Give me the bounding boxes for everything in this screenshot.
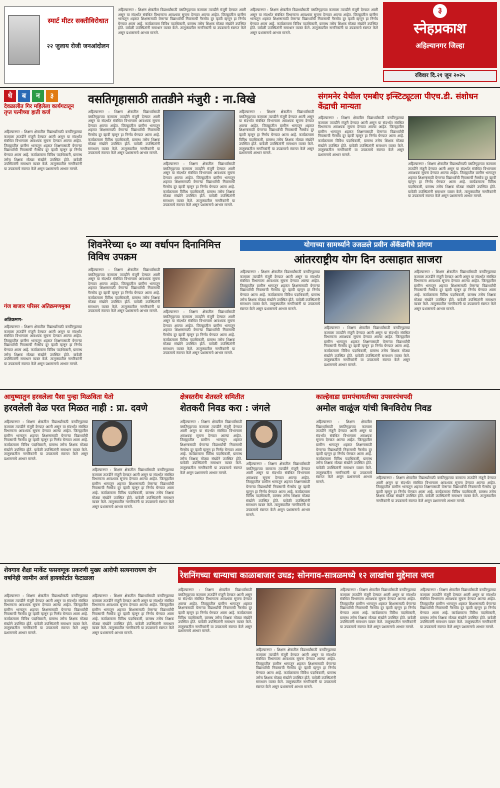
strip-letter: धे [4, 90, 16, 102]
left-heading-2: गंज बाजार परिसर अतिक्रमणमुक्त [4, 304, 71, 310]
yoga-kicker: योगाच्या सामर्थ्याने उजळले प्रवीन ॲकॅडमीचे प्रांगण [240, 240, 496, 251]
logo-title: स्नेहप्रकाश [413, 21, 467, 37]
news-photo-yoga [324, 270, 410, 324]
headline-amol: अमोल वाळूंज यांची बिनविरोध निवड [316, 404, 432, 414]
news-photo-shivneri [163, 268, 235, 308]
logo-tagline: अहिल्यानगर जिल्हा [415, 42, 465, 50]
meter-image [8, 15, 40, 65]
page-number: ३ [433, 4, 447, 18]
halli-article-col1: अहिल्यानगर : शिक्षण क्षेत्रातील विद्यार्थ्यांसाठी वसतिगृहाच्या कामाला तातडीने मंजुरी देण्यात आली असून या संदर्भात संबंधित विभागाला आवश्यक सूचना देण्यात आल्या आहेत. जिल्ह्यातील ग्रामीण भागातून शहरात शिक्षणासाठी येणाऱ्या विद्यार्थ्यांची निवासाची गैरसोय दूर व्हावी म्हणून हा निर्णय घेण्यात आला आहे. कार्यक्रमाला विविध पदाधिकारी, ग्रामस्थ तसेच शिक्षक मोठ्या संख्येने उपस्थित होते. यावेळी उपस्थितांनी समाधान व्यक्त केले. तालुक्यातील नागरिकांनी या उपक्रमाचे स्वागत केले असून प्रशासनाचे आभार मानले. [4, 420, 88, 461]
main-article-col2: अहिल्यानगर : शिक्षण क्षेत्रातील विद्यार्थ्यांसाठी वसतिगृहाच्या कामाला तातडीने मंजुरी देण्यात आली असून या संदर्भात संबंधित विभागाला आवश्यक सूचना देण्यात आल्या आहेत. जिल्ह्यातील ग्रामीण भागातून शहरात शिक्षणासाठी येणाऱ्या विद्यार्थ्यांची निवासाची गैरसोय दूर व्हावी म्हणून हा निर्णय घेण्यात आला आहे. कार्यक्रमाला विविध पदाधिकारी, ग्रामस्थ तसेच शिक्षक मोठ्या संख्येने उपस्थित होते. यावेळी उपस्थितांनी समाधान व्यक्त केले. तालुक्यातील नागरिकांनी या उपक्रमाचे स्वागत केले असून प्रशासनाचे आभार मानले. [163, 162, 235, 208]
left-heading-3: अतिक्रमण- [4, 318, 23, 323]
date-line: रविवार दि.२१ जून २०२५ [383, 70, 497, 82]
yoga-article-col2: अहिल्यानगर : शिक्षण क्षेत्रातील विद्यार्थ्यांसाठी वसतिगृहाच्या कामाला तातडीने मंजुरी देण्यात आली असून या संदर्भात संबंधित विभागाला आवश्यक सूचना देण्यात आल्या आहेत. जिल्ह्यातील ग्रामीण भागातून शहरात शिक्षणासाठी येणाऱ्या विद्यार्थ्यांची निवासाची गैरसोय दूर व्हावी म्हणून हा निर्णय घेण्यात आला आहे. कार्यक्रमाला विविध पदाधिकारी, ग्रामस्थ तसेच शिक्षक मोठ्या संख्येने उपस्थित होते. यावेळी उपस्थितांनी समाधान व्यक्त केले. तालुक्यातील नागरिकांनी या उपक्रमाचे स्वागत केले असून प्रशासनाचे आभार मानले. [324, 326, 410, 367]
bottom-left-col1: अहिल्यानगर : शिक्षण क्षेत्रातील विद्यार्थ्यांसाठी वसतिगृहाच्या कामाला तातडीने मंजुरी देण्यात आली असून या संदर्भात संबंधित विभागाला आवश्यक सूचना देण्यात आल्या आहेत. जिल्ह्यातील ग्रामीण भागातून शहरात शिक्षणासाठी येणाऱ्या विद्यार्थ्यांची निवासाची गैरसोय दूर व्हावी म्हणून हा निर्णय घेण्यात आला आहे. कार्यक्रमाला विविध पदाधिकारी, ग्रामस्थ तसेच शिक्षक मोठ्या संख्येने उपस्थित होते. यावेळी उपस्थितांनी समाधान व्यक्त केले. तालुक्यातील नागरिकांनी या उपक्रमाचे स्वागत केले असून प्रशासनाचे आभार मानले. [4, 594, 88, 635]
main-article-col1: अहिल्यानगर : शिक्षण क्षेत्रातील विद्यार्थ्यांसाठी वसतिगृहाच्या कामाला तातडीने मंजुरी देण्यात आली असून या संदर्भात संबंधित विभागाला आवश्यक सूचना देण्यात आल्या आहेत. जिल्ह्यातील ग्रामीण भागातून शहरात शिक्षणासाठी येणाऱ्या विद्यार्थ्यांची निवासाची गैरसोय दूर व्हावी म्हणून हा निर्णय घेण्यात आला आहे. कार्यक्रमाला विविध पदाधिकारी, ग्रामस्थ तसेच शिक्षक मोठ्या संख्येने उपस्थित होते. यावेळी उपस्थितांनी समाधान व्यक्त केले. तालुक्यातील नागरिकांनी या उपक्रमाचे स्वागत केले असून प्रशासनाचे आभार मानले. [88, 110, 160, 156]
halli-kicker: आयुष्यातुन हरवलेला पैसा पुन्हा मिळविता येतो [4, 393, 114, 401]
bottom-article-col4: अहिल्यानगर : शिक्षण क्षेत्रातील विद्यार्थ्यांसाठी वसतिगृहाच्या कामाला तातडीने मंजुरी देण्यात आली असून या संदर्भात संबंधित विभागाला आवश्यक सूचना देण्यात आल्या आहेत. जिल्ह्यातील ग्रामीण भागातून शहरात शिक्षणासाठी येणाऱ्या विद्यार्थ्यांची निवासाची गैरसोय दूर व्हावी म्हणून हा निर्णय घेण्यात आला आहे. कार्यक्रमाला विविध पदाधिकारी, ग्रामस्थ तसेच शिक्षक मोठ्या संख्येने उपस्थित होते. यावेळी उपस्थितांनी समाधान व्यक्त केले. तालुक्यातील नागरिकांनी या उपक्रमाचे स्वागत केले असून प्रशासनाचे आभार मानले. [420, 588, 496, 629]
halli-article-col2: अहिल्यानगर : शिक्षण क्षेत्रातील विद्यार्थ्यांसाठी वसतिगृहाच्या कामाला तातडीने मंजुरी देण्यात आली असून या संदर्भात संबंधित विभागाला आवश्यक सूचना देण्यात आल्या आहेत. जिल्ह्यातील ग्रामीण भागातून शहरात शिक्षणासाठी येणाऱ्या विद्यार्थ्यांची निवासाची गैरसोय दूर व्हावी म्हणून हा निर्णय घेण्यात आला आहे. कार्यक्रमाला विविध पदाधिकारी, ग्रामस्थ तसेच शिक्षक मोठ्या संख्येने उपस्थित होते. यावेळी उपस्थितांनी समाधान व्यक्त केले. तालुक्यातील नागरिकांनी या उपक्रमाचे स्वागत केले असून प्रशासनाचे आभार मानले. [92, 468, 174, 509]
yoga-article-col3: अहिल्यानगर : शिक्षण क्षेत्रातील विद्यार्थ्यांसाठी वसतिगृहाच्या कामाला तातडीने मंजुरी देण्यात आली असून या संदर्भात संबंधित विभागाला आवश्यक सूचना देण्यात आल्या आहेत. जिल्ह्यातील ग्रामीण भागातून शहरात शिक्षणासाठी येणाऱ्या विद्यार्थ्यांची निवासाची गैरसोय दूर व्हावी म्हणून हा निर्णय घेण्यात आला आहे. कार्यक्रमाला विविध पदाधिकारी, ग्रामस्थ तसेच शिक्षक मोठ्या संख्येने उपस्थित होते. यावेळी उपस्थितांनी समाधान व्यक्त केले. तालुक्यातील नागरिकांनी या उपक्रमाचे स्वागत केले असून प्रशासनाचे आभार मानले. [414, 270, 496, 311]
yoga-article-col1: अहिल्यानगर : शिक्षण क्षेत्रातील विद्यार्थ्यांसाठी वसतिगृहाच्या कामाला तातडीने मंजुरी देण्यात आली असून या संदर्भात संबंधित विभागाला आवश्यक सूचना देण्यात आल्या आहेत. जिल्ह्यातील ग्रामीण भागातून शहरात शिक्षणासाठी येणाऱ्या विद्यार्थ्यांची निवासाची गैरसोय दूर व्हावी म्हणून हा निर्णय घेण्यात आला आहे. कार्यक्रमाला विविध पदाधिकारी, ग्रामस्थ तसेच शिक्षक मोठ्या संख्येने उपस्थित होते. यावेळी उपस्थितांनी समाधान व्यक्त केले. तालुक्यातील नागरिकांनी या उपक्रमाचे स्वागत केले असून प्रशासनाचे आभार मानले. [240, 270, 320, 311]
section-strip [4, 90, 84, 102]
left-article-1: अहिल्यानगर : शिक्षण क्षेत्रातील विद्यार्थ्यांसाठी वसतिगृहाच्या कामाला तातडीने मंजुरी देण्यात आली असून या संदर्भात संबंधित विभागाला आवश्यक सूचना देण्यात आल्या आहेत. जिल्ह्यातील ग्रामीण भागातून शहरात शिक्षणासाठी येणाऱ्या विद्यार्थ्यांची निवासाची गैरसोय दूर व्हावी म्हणून हा निर्णय घेण्यात आला आहे. कार्यक्रमाला विविध पदाधिकारी, ग्रामस्थ तसेच शिक्षक मोठ्या संख्येने उपस्थित होते. यावेळी उपस्थितांनी समाधान व्यक्त केले. तालुक्यातील नागरिकांनी या उपक्रमाचे स्वागत केले असून प्रशासनाचे आभार मानले. [4, 130, 82, 171]
masthead [383, 2, 497, 68]
main-article-col3: अहिल्यानगर : शिक्षण क्षेत्रातील विद्यार्थ्यांसाठी वसतिगृहाच्या कामाला तातडीने मंजुरी देण्यात आली असून या संदर्भात संबंधित विभागाला आवश्यक सूचना देण्यात आल्या आहेत. जिल्ह्यातील ग्रामीण भागातून शहरात शिक्षणासाठी येणाऱ्या विद्यार्थ्यांची निवासाची गैरसोय दूर व्हावी म्हणून हा निर्णय घेण्यात आला आहे. कार्यक्रमाला विविध पदाधिकारी, ग्रामस्थ तसेच शिक्षक मोठ्या संख्येने उपस्थित होते. यावेळी उपस्थितांनी समाधान व्यक्त केले. तालुक्यातील नागरिकांनी या उपक्रमाचे स्वागत केले असून प्रशासनाचे आभार मानले. [239, 110, 314, 156]
left-heading-1: देवळालीत गिर महिलेला कार्यगटातून तृप्त पत्नीच्या हाती कर्ज [4, 104, 74, 117]
smart-meter-ad [4, 6, 114, 84]
divider [0, 563, 500, 564]
top-article-left: अहिल्यानगर : शिक्षण क्षेत्रातील विद्यार्थ्यांसाठी वसतिगृहाच्या कामाला तातडीने मंजुरी देण्यात आली असून या संदर्भात संबंधित विभागाला आवश्यक सूचना देण्यात आल्या आहेत. जिल्ह्यातील ग्रामीण भागातून शहरात शिक्षणासाठी येणाऱ्या विद्यार्थ्यांची निवासाची गैरसोय दूर व्हावी म्हणून हा निर्णय घेण्यात आला आहे. कार्यक्रमाला विविध पदाधिकारी, ग्रामस्थ तसेच शिक्षक मोठ्या संख्येने उपस्थित होते. यावेळी उपस्थितांनी समाधान व्यक्त केले. तालुक्यातील नागरिकांनी या उपक्रमाचे स्वागत केले असून प्रशासनाचे आभार मानले. [118, 8, 246, 35]
bottom-article-col3: अहिल्यानगर : शिक्षण क्षेत्रातील विद्यार्थ्यांसाठी वसतिगृहाच्या कामाला तातडीने मंजुरी देण्यात आली असून या संदर्भात संबंधित विभागाला आवश्यक सूचना देण्यात आल्या आहेत. जिल्ह्यातील ग्रामीण भागातून शहरात शिक्षणासाठी येणाऱ्या विद्यार्थ्यांची निवासाची गैरसोय दूर व्हावी म्हणून हा निर्णय घेण्यात आला आहे. कार्यक्रमाला विविध पदाधिकारी, ग्रामस्थ तसेच शिक्षक मोठ्या संख्येने उपस्थित होते. यावेळी उपस्थितांनी समाधान व्यक्त केले. तालुक्यातील नागरिकांनी या उपक्रमाचे स्वागत केले असून प्रशासनाचे आभार मानले. [340, 588, 416, 629]
headline-right: संगमनेर येथील एमबीए इन्स्टिट्यूटला पीएच.डी. संशोधन केंद्राची मान्यता [318, 92, 478, 111]
amol-article-col1: अहिल्यानगर : शिक्षण क्षेत्रातील विद्यार्थ्यांसाठी वसतिगृहाच्या कामाला तातडीने मंजुरी देण्यात आली असून या संदर्भात संबंधित विभागाला आवश्यक सूचना देण्यात आल्या आहेत. जिल्ह्यातील ग्रामीण भागातून शहरात शिक्षणासाठी येणाऱ्या विद्यार्थ्यांची निवासाची गैरसोय दूर व्हावी म्हणून हा निर्णय घेण्यात आला आहे. कार्यक्रमाला विविध पदाधिकारी, ग्रामस्थ तसेच शिक्षक मोठ्या संख्येने उपस्थित होते. यावेळी उपस्थितांनी समाधान व्यक्त केले. तालुक्यातील नागरिकांनी या उपक्रमाचे स्वागत केले असून प्रशासनाचे आभार मानले. [316, 420, 372, 484]
nivad-kicker: क्षेत्रस्तरीय शेतस्तरे समितीत [180, 393, 245, 401]
nivad-article-col1: अहिल्यानगर : शिक्षण क्षेत्रातील विद्यार्थ्यांसाठी वसतिगृहाच्या कामाला तातडीने मंजुरी देण्यात आली असून या संदर्भात संबंधित विभागाला आवश्यक सूचना देण्यात आल्या आहेत. जिल्ह्यातील ग्रामीण भागातून शहरात शिक्षणासाठी येणाऱ्या विद्यार्थ्यांची निवासाची गैरसोय दूर व्हावी म्हणून हा निर्णय घेण्यात आला आहे. कार्यक्रमाला विविध पदाधिकारी, ग्रामस्थ तसेच शिक्षक मोठ्या संख्येने उपस्थित होते. यावेळी उपस्थितांनी समाधान व्यक्त केले. तालुक्यातील नागरिकांनी या उपक्रमाचे स्वागत केले असून प्रशासनाचे आभार मानले. [180, 420, 242, 475]
headline-nivad: शेतकरी निवड करा : जंगले [180, 403, 271, 414]
headline-shivneri: शिवनेरेच्या ६० व्या वर्धापन दिनानिमित्त विविध उपक्रम [88, 240, 221, 263]
amol-kicker: काल्हेवाडा ग्रामपंचायतीच्या उपसरपंचपदी [316, 393, 413, 401]
nivad-article-col2: अहिल्यानगर : शिक्षण क्षेत्रातील विद्यार्थ्यांसाठी वसतिगृहाच्या कामाला तातडीने मंजुरी देण्यात आली असून या संदर्भात संबंधित विभागाला आवश्यक सूचना देण्यात आल्या आहेत. जिल्ह्यातील ग्रामीण भागातून शहरात शिक्षणासाठी येणाऱ्या विद्यार्थ्यांची निवासाची गैरसोय दूर व्हावी म्हणून हा निर्णय घेण्यात आला आहे. कार्यक्रमाला विविध पदाधिकारी, ग्रामस्थ तसेच शिक्षक मोठ्या संख्येने उपस्थित होते. यावेळी उपस्थितांनी समाधान व्यक्त केले. तालुक्यातील नागरिकांनी या उपक्रमाचे स्वागत केले असून प्रशासनाचे आभार मानले. [246, 462, 310, 517]
headline-main: वसतिगृहासाठी तातडीने मंजुरी : ना.विखे [88, 92, 256, 106]
strip-letter: ब [18, 90, 30, 102]
right-article-col1: अहिल्यानगर : शिक्षण क्षेत्रातील विद्यार्थ्यांसाठी वसतिगृहाच्या कामाला तातडीने मंजुरी देण्यात आली असून या संदर्भात संबंधित विभागाला आवश्यक सूचना देण्यात आल्या आहेत. जिल्ह्यातील ग्रामीण भागातून शहरात शिक्षणासाठी येणाऱ्या विद्यार्थ्यांची निवासाची गैरसोय दूर व्हावी म्हणून हा निर्णय घेण्यात आला आहे. कार्यक्रमाला विविध पदाधिकारी, ग्रामस्थ तसेच शिक्षक मोठ्या संख्येने उपस्थित होते. यावेळी उपस्थितांनी समाधान व्यक्त केले. तालुक्यातील नागरिकांनी या उपक्रमाचे स्वागत केले असून प्रशासनाचे आभार मानले. [318, 116, 404, 157]
shivneri-article-col2: अहिल्यानगर : शिक्षण क्षेत्रातील विद्यार्थ्यांसाठी वसतिगृहाच्या कामाला तातडीने मंजुरी देण्यात आली असून या संदर्भात संबंधित विभागाला आवश्यक सूचना देण्यात आल्या आहेत. जिल्ह्यातील ग्रामीण भागातून शहरात शिक्षणासाठी येणाऱ्या विद्यार्थ्यांची निवासाची गैरसोय दूर व्हावी म्हणून हा निर्णय घेण्यात आला आहे. कार्यक्रमाला विविध पदाधिकारी, ग्रामस्थ तसेच शिक्षक मोठ्या संख्येने उपस्थित होते. यावेळी उपस्थितांनी समाधान व्यक्त केले. तालुक्यातील नागरिकांनी या उपक्रमाचे स्वागत केले असून प्रशासनाचे आभार मानले. [163, 310, 235, 356]
left-article-2: अहिल्यानगर : शिक्षण क्षेत्रातील विद्यार्थ्यांसाठी वसतिगृहाच्या कामाला तातडीने मंजुरी देण्यात आली असून या संदर्भात संबंधित विभागाला आवश्यक सूचना देण्यात आल्या आहेत. जिल्ह्यातील ग्रामीण भागातून शहरात शिक्षणासाठी येणाऱ्या विद्यार्थ्यांची निवासाची गैरसोय दूर व्हावी म्हणून हा निर्णय घेण्यात आला आहे. कार्यक्रमाला विविध पदाधिकारी, ग्रामस्थ तसेच शिक्षक मोठ्या संख्येने उपस्थित होते. यावेळी उपस्थितांनी समाधान व्यक्त केले. तालुक्यातील नागरिकांनी या उपक्रमाचे स्वागत केले असून प्रशासनाचे आभार मानले. [4, 325, 82, 366]
amol-article-col2: अहिल्यानगर : शिक्षण क्षेत्रातील विद्यार्थ्यांसाठी वसतिगृहाच्या कामाला तातडीने मंजुरी देण्यात आली असून या संदर्भात संबंधित विभागाला आवश्यक सूचना देण्यात आल्या आहेत. जिल्ह्यातील ग्रामीण भागातून शहरात शिक्षणासाठी येणाऱ्या विद्यार्थ्यांची निवासाची गैरसोय दूर व्हावी म्हणून हा निर्णय घेण्यात आला आहे. कार्यक्रमाला विविध पदाधिकारी, ग्रामस्थ तसेच शिक्षक मोठ्या संख्येने उपस्थित होते. यावेळी उपस्थितांनी समाधान व्यक्त केले. तालुक्यातील नागरिकांनी या उपक्रमाचे स्वागत केले असून प्रशासनाचे आभार मानले. [376, 476, 496, 503]
news-photo-meeting [163, 110, 235, 160]
headline-bottom-left: शेवगाव शैक्षा मार्केट फसवणूक प्रकरणी मुख्य आरोपी सत्यनारायण दोन वर्षानेही जामीन अर्ज हायकोर्टात फेटाळला [4, 567, 157, 582]
divider [86, 236, 498, 237]
news-photo-rationing [256, 588, 336, 646]
right-article-col2: अहिल्यानगर : शिक्षण क्षेत्रातील विद्यार्थ्यांसाठी वसतिगृहाच्या कामाला तातडीने मंजुरी देण्यात आली असून या संदर्भात संबंधित विभागाला आवश्यक सूचना देण्यात आल्या आहेत. जिल्ह्यातील ग्रामीण भागातून शहरात शिक्षणासाठी येणाऱ्या विद्यार्थ्यांची निवासाची गैरसोय दूर व्हावी म्हणून हा निर्णय घेण्यात आला आहे. कार्यक्रमाला विविध पदाधिकारी, ग्रामस्थ तसेच शिक्षक मोठ्या संख्येने उपस्थित होते. यावेळी उपस्थितांनी समाधान व्यक्त केले. तालुक्यातील नागरिकांनी या उपक्रमाचे स्वागत केले असून प्रशासनाचे आभार मानले. [408, 162, 496, 199]
headline-halli: हरवलेली वेळ परत मिळत नाही : प्रा. दवणे [4, 403, 148, 414]
bottom-left-col2: अहिल्यानगर : शिक्षण क्षेत्रातील विद्यार्थ्यांसाठी वसतिगृहाच्या कामाला तातडीने मंजुरी देण्यात आली असून या संदर्भात संबंधित विभागाला आवश्यक सूचना देण्यात आल्या आहेत. जिल्ह्यातील ग्रामीण भागातून शहरात शिक्षणासाठी येणाऱ्या विद्यार्थ्यांची निवासाची गैरसोय दूर व्हावी म्हणून हा निर्णय घेण्यात आला आहे. कार्यक्रमाला विविध पदाधिकारी, ग्रामस्थ तसेच शिक्षक मोठ्या संख्येने उपस्थित होते. यावेळी उपस्थितांनी समाधान व्यक्त केले. तालुक्यातील नागरिकांनी या उपक्रमाचे स्वागत केले असून प्रशासनाचे आभार मानले. [92, 594, 174, 635]
shivneri-article-col1: अहिल्यानगर : शिक्षण क्षेत्रातील विद्यार्थ्यांसाठी वसतिगृहाच्या कामाला तातडीने मंजुरी देण्यात आली असून या संदर्भात संबंधित विभागाला आवश्यक सूचना देण्यात आल्या आहेत. जिल्ह्यातील ग्रामीण भागातून शहरात शिक्षणासाठी येणाऱ्या विद्यार्थ्यांची निवासाची गैरसोय दूर व्हावी म्हणून हा निर्णय घेण्यात आला आहे. कार्यक्रमाला विविध पदाधिकारी, ग्रामस्थ तसेच शिक्षक मोठ्या संख्येने उपस्थित होते. यावेळी उपस्थितांनी समाधान व्यक्त केले. तालुक्यातील नागरिकांनी या उपक्रमाचे स्वागत केले असून प्रशासनाचे आभार मानले. [88, 268, 160, 314]
bottom-article-col2: अहिल्यानगर : शिक्षण क्षेत्रातील विद्यार्थ्यांसाठी वसतिगृहाच्या कामाला तातडीने मंजुरी देण्यात आली असून या संदर्भात संबंधित विभागाला आवश्यक सूचना देण्यात आल्या आहेत. जिल्ह्यातील ग्रामीण भागातून शहरात शिक्षणासाठी येणाऱ्या विद्यार्थ्यांची निवासाची गैरसोय दूर व्हावी म्हणून हा निर्णय घेण्यात आला आहे. कार्यक्रमाला विविध पदाधिकारी, ग्रामस्थ तसेच शिक्षक मोठ्या संख्येने उपस्थित होते. यावेळी उपस्थितांनी समाधान व्यक्त केले. तालुक्यातील नागरिकांनी या उपक्रमाचे स्वागत केले असून प्रशासनाचे आभार मानले. [256, 648, 336, 689]
bottom-article-col1: अहिल्यानगर : शिक्षण क्षेत्रातील विद्यार्थ्यांसाठी वसतिगृहाच्या कामाला तातडीने मंजुरी देण्यात आली असून या संदर्भात संबंधित विभागाला आवश्यक सूचना देण्यात आल्या आहेत. जिल्ह्यातील ग्रामीण भागातून शहरात शिक्षणासाठी येणाऱ्या विद्यार्थ्यांची निवासाची गैरसोय दूर व्हावी म्हणून हा निर्णय घेण्यात आला आहे. कार्यक्रमाला विविध पदाधिकारी, ग्रामस्थ तसेच शिक्षक मोठ्या संख्येने उपस्थित होते. यावेळी उपस्थितांनी समाधान व्यक्त केले. तालुक्यातील नागरिकांनी या उपक्रमाचे स्वागत केले असून प्रशासनाचे आभार मानले. [178, 588, 252, 634]
headline-yoga: आंतरराष्ट्रीय योग दिन उत्साहात साजरा [294, 253, 442, 266]
headline-bottom: रेशनिंगच्या धान्याचा काळाबाजार उघड; सोनगाव-सात्रळमध्ये १२ लाखांचा मुद्देमाल जप्त [180, 570, 434, 580]
strip-letter: ३ [46, 90, 58, 102]
divider [0, 389, 500, 390]
ad-title: स्मार्ट मीटर सक्तीविरोधात [47, 17, 109, 25]
official-portrait [246, 420, 282, 460]
speaker-portrait [92, 420, 132, 466]
ad-subtitle: २२ जुलाय रोजी जनआंदोलन [46, 43, 110, 50]
divider [0, 87, 500, 88]
strip-letter: न [32, 90, 44, 102]
top-article-right: अहिल्यानगर : शिक्षण क्षेत्रातील विद्यार्थ्यांसाठी वसतिगृहाच्या कामाला तातडीने मंजुरी देण्यात आली असून या संदर्भात संबंधित विभागाला आवश्यक सूचना देण्यात आल्या आहेत. जिल्ह्यातील ग्रामीण भागातून शहरात शिक्षणासाठी येणाऱ्या विद्यार्थ्यांची निवासाची गैरसोय दूर व्हावी म्हणून हा निर्णय घेण्यात आला आहे. कार्यक्रमाला विविध पदाधिकारी, ग्रामस्थ तसेच शिक्षक मोठ्या संख्येने उपस्थित होते. यावेळी उपस्थितांनी समाधान व्यक्त केले. तालुक्यातील नागरिकांनी या उपक्रमाचे स्वागत केले असून प्रशासनाचे आभार मानले. [250, 8, 378, 35]
news-photo-institute [408, 116, 496, 160]
news-photo-amol [376, 420, 496, 474]
